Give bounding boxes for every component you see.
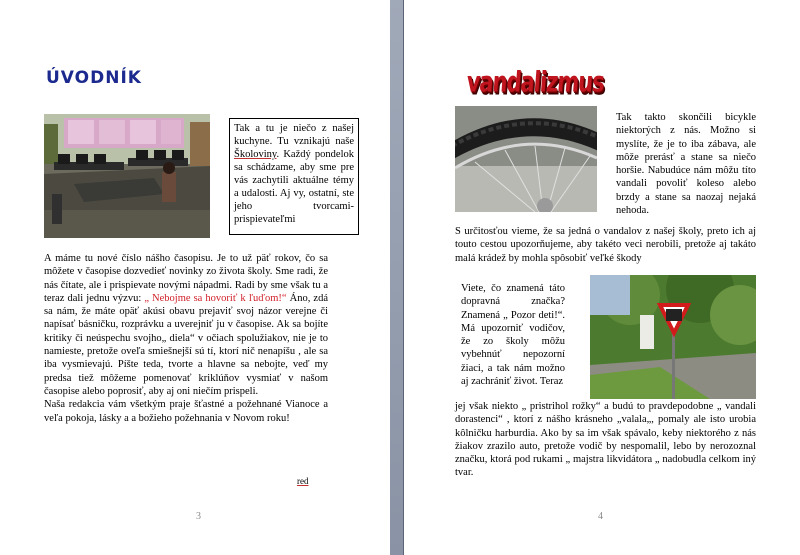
editorial-body <box>44 252 328 425</box>
box-text: Tak a tu je niečo z našej kuchyne. Tu vznikajú naše <box>234 123 354 147</box>
signature: red <box>297 476 309 486</box>
body-red-slogan: „ Nebojme sa hovoriť k ľuďom!“ <box>144 292 287 304</box>
editorial-note-box <box>229 118 359 235</box>
sign-paragraph: Viete, čo znamená táto dopravná značka? Znamená „ Pozor deti!“. Má upozorniť vodičov, že zo školy môžu vybehnúť nepozorní žiaci, a tak nám možno aj zachrániť život. Teraz <box>461 283 565 388</box>
box-link-skoloviny: Školoviny <box>234 149 277 160</box>
box-text-2: . Každý pondelok sa schádzame, aby sme pre vás zachytili aktuálne témy a udalosti. Aj vy, ostatní, ste jeho tvorcami- prispievateľmi <box>234 149 354 225</box>
vandals-paragraph: S určitosťou vieme, že sa jedná o vandalov z našej školy, preto ich aj touto cestou upozorňujeme, aby takéto veci nerobili, pretože aj takáto malá krádež by mohla spôsobiť veľké škody <box>455 226 756 264</box>
page-gap <box>390 0 404 555</box>
classroom-photo <box>44 114 210 238</box>
page-number-left: 3 <box>196 511 201 522</box>
body-part-3: Naša redakcia vám všetkým praje šťastné a požehnané Vianoce a veľa pokoja, lásky a a božieho požehnania v Novom roku! <box>44 399 328 424</box>
bike-paragraph: Tak takto skončili bicykle niektorých z nás. Možno si myslíte, že je to iba zábava, ale môže prerásť a stane sa niečo horšie. Nabudúce nám môžu títo vandali povoliť koleso alebo brzdy a stane sa naozaj nejaká nehoda. <box>616 112 756 217</box>
sign-paragraph-continued: jej však niekto „ pristrihol rožky“ a budú to pravdepodobne „ vandali dorastenci“ , ktorí z nášho krásneho „valala„, pomaly ale isto urobia kôlničku harburdia. Ako by sa im však spávalo, keby niektorého z nás žiakov zrazilo auto, pretože vodič by nespomalil, lebo by nerozoznal značku, ktorá pod rukami „ majstra likvidátora „ nadobudla celkom iný tvar. <box>455 401 756 479</box>
body-part-2: Áno, zdá sa nám, že máte opäť akúsi obavu prejaviť svoj názor verejne či napísať básničku, rozprávku a uverejniť ju v časopise. Ak sa bojíte kritiky či neúspechu svojho„ diela“ v očiach spolužiakov, nie je to namieste, pretože oveľa smiešnejší sú tí, ktorí nič nenapíšu , ale sa iba vysmievajú. Píšte teda, tvorte a hlavne sa nebojte, veď my predsa tiež môžeme pomenovať kriklúňov vysmiať v našom časopise alebo poprosiť, aby aj oni niečím prispeli. <box>44 292 328 397</box>
bicycle-tire-photo <box>455 106 597 212</box>
page-title-uvodnik: ÚVODNÍK <box>46 68 142 88</box>
page-number-right: 4 <box>598 511 603 522</box>
traffic-sign-photo <box>590 275 756 399</box>
page-title-vandalizmus: vandalizmus <box>465 66 605 99</box>
body-part-1: A máme tu nové číslo nášho časopisu. Je to už päť rokov, čo sa môžete v časopise dozvedieť novinky zo života školy. Sme radi, že nás čítate, ale i prispievate novými nápadmi. Radi by sme však tu a teraz dali jednu výzvu: <box>44 253 328 304</box>
